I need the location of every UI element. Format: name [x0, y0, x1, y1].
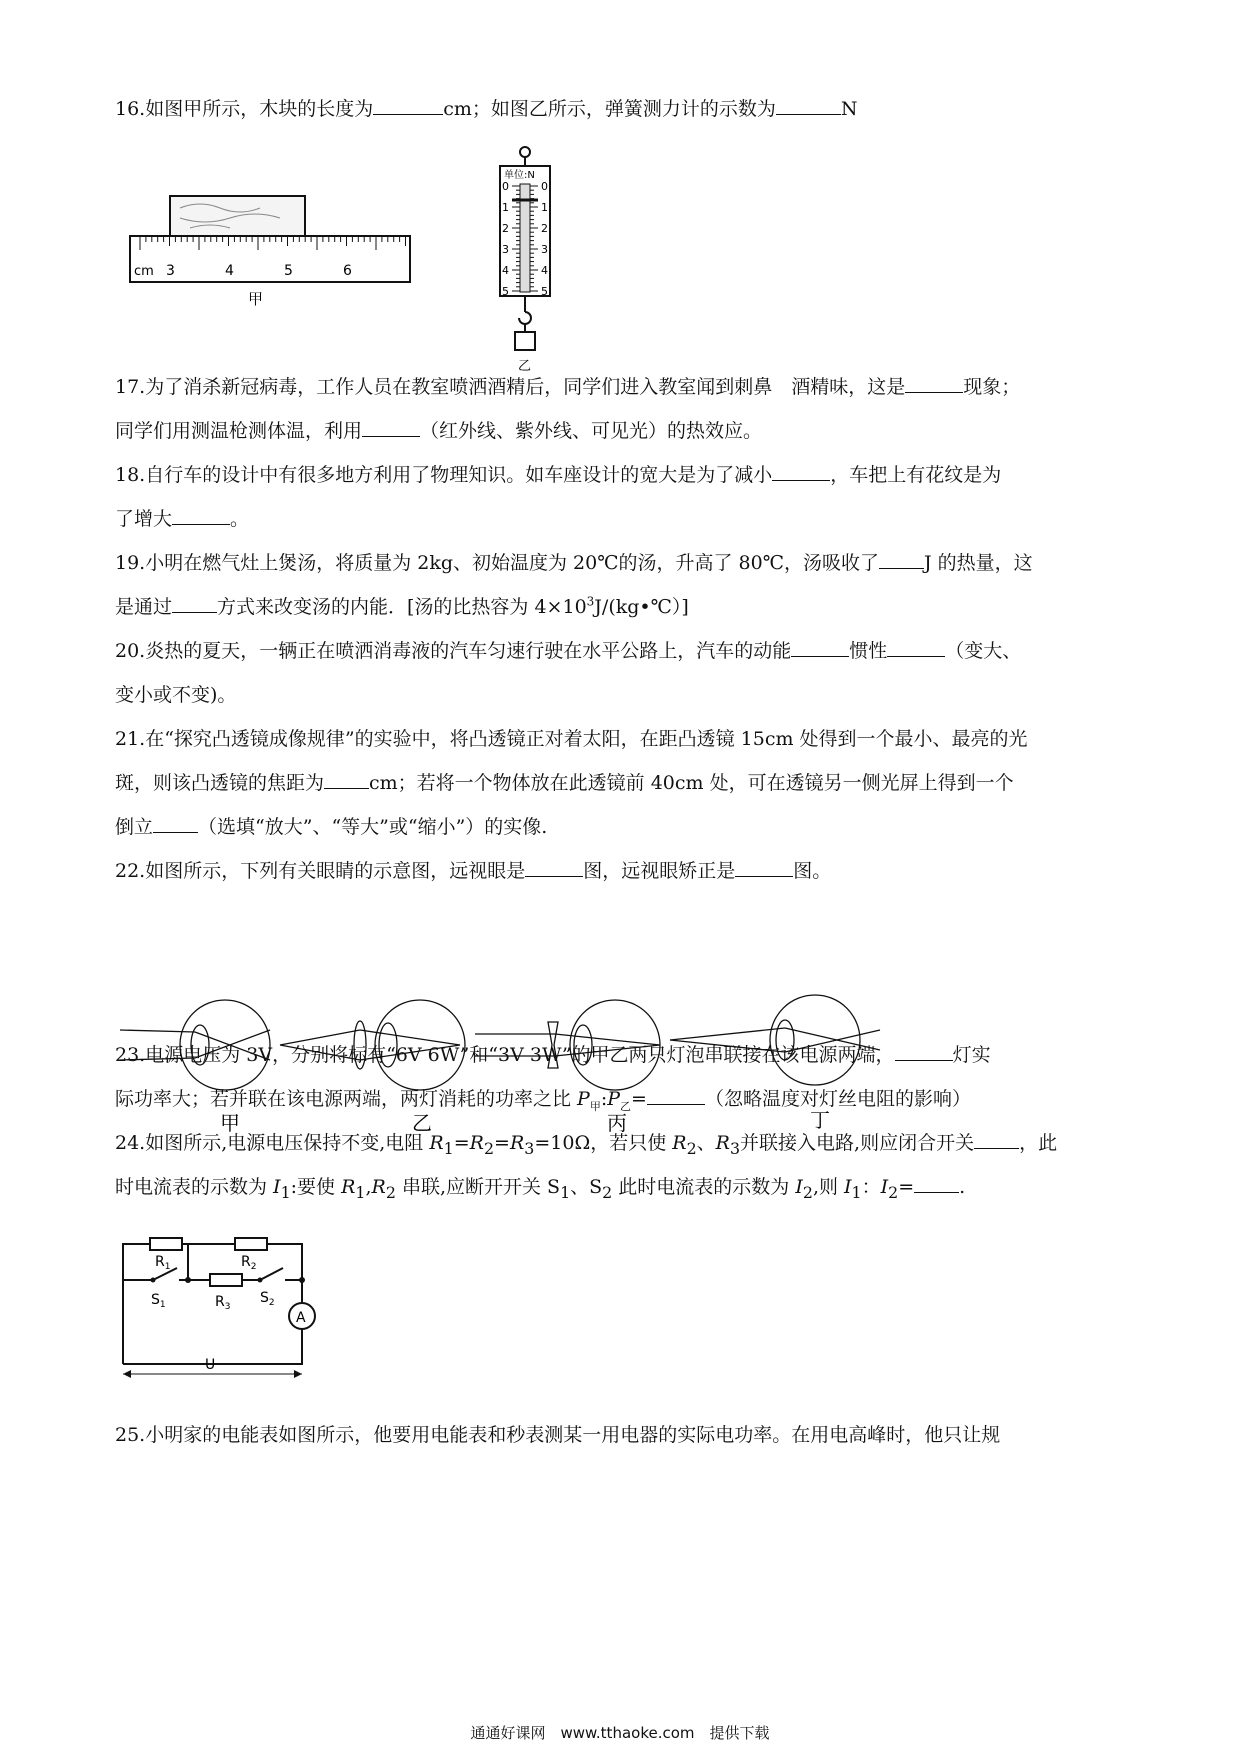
svg-text:S1	[151, 1292, 166, 1310]
q19-text-2b: 方式来改变汤的内能．[汤的比热容为 4×10	[217, 596, 587, 618]
q24-i1-sub: 1	[280, 1182, 291, 1202]
q22-text-b: 图，远视眼矫正是	[583, 860, 736, 882]
switch-s2	[260, 1268, 283, 1280]
question-25-line-1	[115, 1420, 1000, 1447]
q24-r2-sub: 2	[483, 1138, 495, 1158]
ruler-tick-6: 6	[343, 263, 352, 279]
q23-blank-2	[647, 1086, 705, 1105]
q17-text-2b: （红外线、紫外线、可见光）的热效应。	[420, 420, 763, 442]
q22-text-a: 22.如图所示，下列有关眼睛的示意图，远视眼是	[115, 860, 526, 882]
q17-blank-2	[362, 418, 420, 437]
q24-t1: 24.如图所示,电源电压保持不变,电阻	[115, 1132, 430, 1154]
spring-tick-label: 0	[502, 180, 509, 193]
q24-r3b-sub: 3	[729, 1138, 741, 1158]
q24-s1-sub: 1	[560, 1182, 571, 1202]
question-24-line-2	[115, 1172, 965, 1202]
q17-text-2a: 同学们用测温枪测体温，利用	[115, 420, 363, 442]
question-21-line-2	[115, 768, 1014, 795]
question-17-line-2	[115, 416, 762, 443]
spring-tick-label: 2	[502, 222, 509, 235]
q21-text-3a: 倒立	[115, 816, 154, 838]
q24-t4: =10Ω，若只使	[534, 1132, 673, 1154]
q24-r1-sub: 1	[443, 1138, 454, 1158]
eye-caption-bing: 丙	[607, 1111, 627, 1135]
q23-sub-2: 乙	[620, 1099, 632, 1113]
q23-blank-1	[895, 1042, 953, 1061]
q19-text-2a: 是通过	[115, 596, 173, 618]
q21-blank-2	[153, 814, 198, 833]
q17-text-1a: 17.为了消杀新冠病毒，工作人员在教室喷洒酒精后，同学们进入教室闻到刺鼻 酒精味，这是	[115, 376, 906, 398]
q24-u7: ,则	[812, 1176, 845, 1198]
label-r3-sub: 3	[224, 1302, 231, 1312]
q23-p1: P	[577, 1088, 590, 1110]
q24-i3: I	[844, 1176, 852, 1198]
q16-blank-1	[373, 96, 443, 115]
q24-t7: ，此	[1019, 1132, 1058, 1154]
q18-blank-2	[172, 506, 230, 525]
spring-tick-label: 1	[541, 201, 548, 214]
q22-blank-2	[735, 858, 793, 877]
q24-u1: 时电流表的示数为	[115, 1176, 274, 1198]
q23-sub-1: 甲	[589, 1099, 601, 1113]
spring-tick-label: 2	[541, 222, 548, 235]
q24-r1: R	[429, 1132, 444, 1154]
q23-text-2a: 际功率大；若并联在该电源两端，两灯消耗的功率之比	[115, 1088, 578, 1110]
ruler-tick-5: 5	[284, 263, 293, 279]
label-ammeter: A	[296, 1310, 306, 1326]
q16-text-a: 16.如图甲所示，木块的长度为	[115, 98, 374, 120]
q24-r2b-sub: 2	[686, 1138, 697, 1158]
q21-blank-1	[324, 770, 369, 789]
svg-text:R2	[241, 1254, 256, 1272]
spring-caption: 乙	[518, 359, 532, 374]
ruler-caption: 甲	[248, 290, 264, 308]
q23-text-1b: 灯实	[952, 1044, 991, 1066]
label-r1-sub: 1	[164, 1262, 171, 1272]
q24-r3-sub: 3	[524, 1138, 535, 1158]
q24-t6: 并联接入电路,则应闭合开关	[740, 1132, 975, 1154]
q23-eq: =	[631, 1088, 647, 1110]
label-s2: S	[260, 1290, 269, 1306]
q20-text-1b: 惯性	[849, 640, 888, 662]
q20-text-2: 变小或不变)。	[115, 684, 237, 706]
svg-text:R3	[215, 1294, 230, 1312]
spring-unit: 单位:N	[504, 170, 535, 181]
spring-tick-label: 3	[541, 243, 548, 256]
q23-text-2b: （忽略温度对灯丝电阻的影响）	[704, 1088, 971, 1110]
svg-text:R1	[155, 1254, 170, 1272]
q23-colon: :	[600, 1088, 608, 1110]
q19-text-1a: 19.小明在燃气灶上煲汤，将质量为 2kg、初始温度为 20℃的汤，升高了 80℃，汤吸收了	[115, 552, 879, 574]
q24-t5: 、	[696, 1132, 716, 1154]
ruler-figure	[120, 190, 420, 310]
q24-u8: ：	[861, 1176, 881, 1198]
q21-text-2b: cm；若将一个物体放在此透镜前 40cm 处，可在透镜另一侧光屏上得到一个	[369, 772, 1014, 794]
q24-i2: I	[795, 1176, 803, 1198]
question-24-line-1	[115, 1128, 1057, 1158]
q21-text-3b: （选填“放大”、“等大”或“缩小”）的实像.	[198, 816, 548, 838]
q24-u3: ,	[365, 1176, 372, 1198]
spring-scale-figure	[490, 144, 560, 394]
q24-blank-2	[914, 1174, 959, 1193]
q19-blank-2	[172, 594, 217, 613]
q21-text-2a: 斑，则该凸透镜的焦距为	[115, 772, 325, 794]
q25-text-1: 25.小明家的电能表如图所示，他要用电能表和秒表测某一用电器的实际电功率。在用电高峰时，他只让规	[115, 1424, 1001, 1446]
label-s2-sub: 2	[268, 1298, 275, 1308]
resistor-r2	[235, 1238, 267, 1250]
q24-r3: R	[509, 1132, 525, 1154]
q24-u4: 串联,应断开开关 S	[395, 1176, 561, 1198]
q24-r2: R	[469, 1132, 484, 1154]
q17-blank-1	[905, 374, 963, 393]
q17-text-1b: 现象；	[963, 376, 1021, 398]
spring-tick-label: 5	[502, 285, 509, 298]
label-s1-sub: 1	[159, 1300, 166, 1310]
q24-r2c: R	[371, 1176, 386, 1198]
spring-tick-label: 4	[541, 264, 548, 277]
spring-tick-label: 0	[541, 180, 548, 193]
q24-i2-sub: 2	[802, 1182, 813, 1202]
question-20-line-2	[115, 680, 236, 707]
q18-text-2a: 了增大	[115, 508, 173, 530]
q24-u2: :要使	[290, 1176, 342, 1198]
q20-text-1a: 20.炎热的夏天，一辆正在喷洒消毒液的汽车匀速行驶在水平公路上，汽车的动能	[115, 640, 792, 662]
question-18-line-2	[115, 504, 249, 531]
eye-caption-jia: 甲	[220, 1111, 240, 1135]
q18-text-2b: 。	[230, 508, 250, 530]
resistor-r1	[150, 1238, 182, 1250]
q18-blank-1	[772, 462, 830, 481]
label-r1: R	[155, 1254, 165, 1270]
q24-s2-sub: 2	[602, 1182, 613, 1202]
q22-text-c: 图。	[793, 860, 832, 882]
q24-i3-sub: 1	[851, 1182, 862, 1202]
q18-text-1a: 18.自行车的设计中有很多地方利用了物理知识。如车座设计的宽大是为了减小	[115, 464, 773, 486]
q24-r3b: R	[715, 1132, 730, 1154]
q24-r2c-sub: 2	[385, 1182, 396, 1202]
question-17-line-1	[115, 372, 1020, 399]
q21-text-1: 21.在“探究凸透镜成像规律”的实验中，将凸透镜正对着太阳，在距凸透镜 15cm 处得到一个最小、最亮的光	[115, 728, 1028, 750]
circuit-figure	[115, 1232, 355, 1382]
q19-text-2c: J/(kg•℃）]	[594, 596, 689, 618]
q24-i4-sub: 2	[888, 1182, 899, 1202]
q19-sup: 3	[586, 594, 595, 609]
q24-t2: =	[453, 1132, 470, 1154]
q16-blank-2	[776, 96, 841, 115]
q24-u6: 此时电流表的示数为	[612, 1176, 796, 1198]
q19-text-1b: J 的热量，这	[923, 552, 1033, 574]
question-21-line-1	[115, 724, 1028, 751]
question-18-line-1	[115, 460, 1001, 487]
label-s1: S	[151, 1292, 160, 1308]
q24-u10: .	[959, 1176, 966, 1198]
question-19-line-1	[115, 548, 1033, 575]
q20-text-1c: （变大、	[945, 640, 1022, 662]
q24-r1c-sub: 1	[355, 1182, 366, 1202]
q16-text-c: N	[840, 98, 858, 120]
question-21-line-3	[115, 812, 547, 839]
question-22	[115, 856, 831, 883]
question-23-line-2	[115, 1084, 971, 1114]
svg-text:S2	[260, 1290, 275, 1308]
q19-blank-1	[879, 550, 924, 569]
q20-blank-2	[887, 638, 945, 657]
question-19-line-2	[115, 592, 689, 619]
q24-u5: 、S	[570, 1176, 603, 1198]
q24-t3: =	[494, 1132, 510, 1154]
page-footer: 通通好课网 www.tthaoke.com 提供下载	[470, 1724, 770, 1742]
question-23-line-1	[115, 1040, 991, 1067]
q24-r2b: R	[672, 1132, 687, 1154]
q24-blank-1	[974, 1130, 1019, 1149]
label-r2-sub: 2	[250, 1262, 257, 1272]
q24-u9: =	[898, 1176, 915, 1198]
q22-blank-1	[525, 858, 583, 877]
q18-text-1b: ，车把上有花纹是为	[830, 464, 1002, 486]
eye-caption-yi: 乙	[412, 1111, 432, 1135]
ruler-unit: cm	[134, 264, 154, 279]
question-16	[115, 94, 858, 121]
q20-blank-1	[791, 638, 849, 657]
spring-tick-label: 1	[502, 201, 509, 214]
q24-i1: I	[273, 1176, 281, 1198]
eye-caption-ding: 丁	[810, 1108, 830, 1132]
q16-text-b: cm；如图乙所示，弹簧测力计的示数为	[443, 98, 776, 120]
label-r2: R	[241, 1254, 251, 1270]
resistor-r3	[210, 1274, 242, 1286]
ruler-tick-4: 4	[225, 263, 234, 279]
q24-r1c: R	[341, 1176, 356, 1198]
q24-i4: I	[880, 1176, 889, 1198]
weight-block	[515, 332, 535, 350]
spring-tick-label: 5	[541, 285, 548, 298]
q23-text-1a: 23.电源电压为 3V，分别将标有“6V 6W”和“3V 3W”的甲乙两只灯泡串联接在该电源两端，	[115, 1044, 895, 1066]
label-r3: R	[215, 1294, 225, 1310]
q23-p2: P	[607, 1088, 621, 1110]
question-20-line-1	[115, 636, 1021, 663]
ruler-tick-3: 3	[166, 263, 175, 279]
spring-tick-label: 4	[502, 264, 509, 277]
label-u: U	[205, 1357, 216, 1373]
spring-tick-label: 3	[502, 243, 509, 256]
